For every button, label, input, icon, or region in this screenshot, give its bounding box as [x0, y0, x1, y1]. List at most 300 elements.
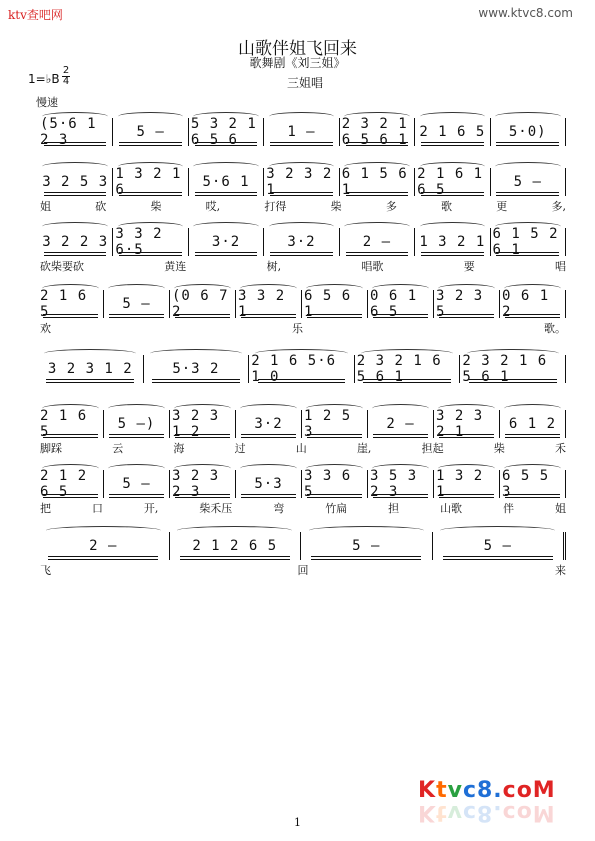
score-bar [38, 168, 113, 196]
score-bar [170, 532, 302, 560]
beam-line [421, 145, 484, 146]
beam-line [469, 379, 557, 380]
score-line [38, 470, 566, 498]
beam-line [48, 559, 158, 560]
beam-line [307, 437, 362, 438]
beam-line [373, 497, 428, 498]
beam-line [152, 382, 240, 383]
lyric-word: 多, [551, 200, 566, 213]
bar-notes: 5 — [352, 538, 381, 554]
bar-notes: 3 2 3 1 2 [47, 361, 133, 377]
lyric-word: 唱 [554, 260, 566, 273]
score-bar [113, 118, 188, 146]
bar-notes: 3·2 [287, 234, 316, 250]
slur-mark [118, 162, 184, 171]
beam-line [44, 252, 107, 253]
slur-mark [269, 222, 335, 231]
score-bar [415, 168, 490, 196]
score-bar [170, 290, 236, 318]
score-bar [113, 228, 188, 256]
score-bar [38, 470, 104, 498]
bar-notes: 3 2 5 3 [42, 174, 109, 190]
lyric-word: 海 [173, 442, 185, 455]
bar-notes: 1 3 2 1 6 [115, 166, 182, 198]
lyric-word: 更 [496, 200, 508, 213]
beam-line [109, 497, 164, 498]
bar-notes: 5 — [136, 124, 165, 140]
score-bar [434, 470, 500, 498]
lyric-line [40, 258, 566, 272]
score-bar [170, 410, 236, 438]
meter-bottom: 4 [62, 76, 70, 87]
slur-mark [344, 162, 410, 171]
beam-line [175, 434, 230, 435]
beam-line [44, 192, 107, 193]
beam-line [44, 195, 107, 196]
bar-notes: 6 5 5 3 [502, 468, 550, 500]
bar-notes: 5 — [122, 296, 151, 312]
beam-line [373, 494, 428, 495]
beam-line [195, 195, 258, 196]
score-bar [189, 118, 264, 146]
bar-notes: 6 5 6 1 [304, 288, 352, 320]
lyric-word: 飞 [40, 564, 51, 577]
bar-notes: 1 — [287, 124, 316, 140]
beam-line [421, 192, 484, 193]
beam-line [109, 317, 164, 318]
lyric-word: 柴 [330, 200, 342, 213]
lyric-word: 竹扁 [325, 502, 348, 515]
ktvc8-logo-reflection: Ktvc8.coM [418, 800, 556, 825]
site-name-left: ktv查吧网 [8, 8, 63, 22]
score-bar [189, 168, 264, 196]
bar-notes: 3 3 2 1 [238, 288, 286, 320]
page-number: 1 [294, 816, 301, 829]
lyric-word: 唱歌 [361, 260, 384, 273]
beam-line [439, 434, 494, 435]
lyric-word: 开, [143, 502, 159, 515]
beam-line [443, 559, 553, 560]
lyric-word: 弯 [273, 502, 285, 515]
bar-notes: 0 6 1 6 5 [370, 288, 418, 320]
song-title: 山歌伴姐飞回来 [238, 39, 357, 59]
bar-notes: 5 — [122, 476, 151, 492]
lyric-word: 伴 [503, 502, 514, 515]
slur-mark [193, 112, 259, 121]
beam-line [43, 434, 98, 435]
slur-mark [108, 464, 165, 473]
slur-mark [269, 112, 335, 121]
bar-notes: 1 3 2 1 [419, 234, 486, 250]
beam-line [346, 142, 409, 143]
bar-notes: 2 — [89, 538, 118, 554]
lyric-word: 山 [295, 442, 307, 455]
score-bar [415, 118, 490, 146]
slur-mark [504, 464, 561, 473]
slur-mark [46, 526, 161, 535]
slur-mark [42, 404, 99, 413]
lyric-word: 打得 [264, 200, 287, 213]
lyric-word: 姐 [40, 200, 51, 213]
bar-notes: (5·6 1 2 3 [40, 116, 97, 148]
score-bar [500, 470, 566, 498]
beam-line [195, 252, 258, 253]
slur-mark [240, 284, 297, 293]
lyric-word: 乐 [292, 322, 303, 335]
score-bar [38, 355, 144, 383]
slur-mark [118, 112, 184, 121]
bar-notes: 1 3 2 1 [436, 468, 484, 500]
score-bar [189, 228, 264, 256]
slur-mark [174, 284, 231, 293]
score-bar [434, 290, 500, 318]
beam-line [505, 497, 560, 498]
bar-notes: 5·3 2 [172, 361, 220, 377]
score-bar [355, 355, 461, 383]
lyric-line [40, 440, 566, 454]
lyric-word: 黄连 [164, 260, 187, 273]
bar-notes: 5·3 [254, 476, 283, 492]
score-bar [491, 228, 566, 256]
score-bar [491, 118, 566, 146]
score-line [38, 532, 566, 560]
slur-mark [306, 284, 363, 293]
bar-notes: 5 —) [117, 416, 156, 432]
beam-line [195, 255, 258, 256]
bar-notes: 3 2 3 2 1 [436, 408, 484, 440]
beam-line [363, 382, 451, 383]
score-line [38, 410, 566, 438]
bar-notes: 6 1 2 [508, 416, 557, 432]
lyric-line [40, 320, 566, 334]
song-subtitle: 歌舞剧《刘三姐》 [249, 56, 346, 70]
slur-mark [344, 112, 410, 121]
beam-line [119, 195, 182, 196]
bar-notes: 1 2 5 3 [304, 408, 352, 440]
beam-line [258, 379, 346, 380]
score-bar [433, 532, 567, 560]
score-bar [302, 470, 368, 498]
score-bar [38, 118, 113, 146]
bar-notes: 2 1 6 1 6 5 [417, 166, 484, 198]
score-bar [104, 470, 170, 498]
score-bar [368, 470, 434, 498]
slur-mark [420, 112, 486, 121]
beam-line [109, 434, 164, 435]
beam-line [43, 437, 98, 438]
slur-mark [372, 404, 429, 413]
slur-mark [344, 222, 410, 231]
beam-line [175, 494, 230, 495]
beam-line [195, 145, 258, 146]
beam-line [119, 142, 182, 143]
beam-line [307, 494, 362, 495]
slur-mark [438, 464, 495, 473]
singer-credit: 三姐唱 [287, 76, 324, 90]
bar-notes: 5·6 1 [202, 174, 250, 190]
bar-notes: 3 3 6 5 [304, 468, 352, 500]
lyric-word: 歌。 [544, 322, 566, 335]
slur-mark [240, 404, 297, 413]
bar-notes: 2 1 6 5 [40, 288, 88, 320]
slur-mark [255, 349, 347, 358]
bar-notes: 3 2 2 3 [42, 234, 109, 250]
bar-notes: 2 1 6 5 [419, 124, 486, 140]
lyric-word: 柴 [150, 200, 162, 213]
lyric-word: 柴禾压 [199, 502, 233, 515]
score-bar [144, 355, 250, 383]
bar-notes: 2 3 2 1 6 5 6 1 [356, 353, 442, 385]
score-bar [434, 410, 500, 438]
score-line [38, 118, 566, 146]
slur-mark [150, 349, 242, 358]
bar-notes: 3 5 3 2 3 [370, 468, 418, 500]
beam-line [496, 252, 559, 253]
lyric-word: 担 [388, 502, 400, 515]
score-bar [491, 168, 566, 196]
bar-notes: 3 2 3 2 3 [172, 468, 220, 500]
lyric-word: 哎, [205, 200, 221, 213]
beam-line [373, 434, 428, 435]
beam-line [439, 317, 494, 318]
ktvc8-logo: Ktvc8.coM [418, 778, 556, 803]
beam-line [119, 255, 182, 256]
beam-line [346, 255, 409, 256]
beam-line [43, 494, 98, 495]
bar-notes: 2 1 6 5·6 1 0 [251, 353, 337, 385]
beam-line [307, 317, 362, 318]
beam-line [439, 437, 494, 438]
lyric-word: 山歌 [440, 502, 463, 515]
slur-mark [440, 526, 555, 535]
beam-line [307, 434, 362, 435]
bar-notes: 5 — [513, 174, 542, 190]
beam-line [346, 252, 409, 253]
lyric-word: 过 [234, 442, 246, 455]
lyric-word: 多 [385, 200, 397, 213]
bar-notes: 5 3 2 1 6 5 6 [190, 116, 257, 148]
slur-mark [193, 222, 259, 231]
beam-line [496, 145, 559, 146]
slur-mark [240, 464, 297, 473]
slur-mark [372, 284, 429, 293]
beam-line [270, 255, 333, 256]
beam-line [505, 437, 560, 438]
beam-line [311, 559, 421, 560]
slur-mark [306, 464, 363, 473]
score-line [38, 290, 566, 318]
beam-line [307, 314, 362, 315]
score-bar [340, 118, 415, 146]
bar-notes: 3 2 3 5 [436, 288, 484, 320]
key-signature: 1=♭B [28, 72, 60, 86]
beam-line [175, 317, 230, 318]
slur-mark [504, 284, 561, 293]
score-bar [38, 290, 104, 318]
beam-line [346, 145, 409, 146]
bar-notes: 2 — [362, 234, 392, 250]
beam-line [373, 437, 428, 438]
beam-line [180, 556, 290, 557]
score-bar [264, 228, 339, 256]
beam-line [152, 379, 240, 380]
slur-mark [420, 222, 486, 231]
beam-line [307, 497, 362, 498]
lyric-word: 脚踩 [40, 442, 62, 455]
score-bar [236, 410, 302, 438]
beam-line [44, 142, 107, 143]
beam-line [496, 255, 559, 256]
bar-notes: 2 3 2 1 6 5 6 1 [341, 116, 408, 148]
bar-notes: 2 3 2 1 6 5 6 1 [462, 353, 548, 385]
site-url-right: www.ktvc8.com [478, 6, 573, 20]
beam-line [439, 314, 494, 315]
score-bar [104, 410, 170, 438]
slur-mark [438, 404, 495, 413]
beam-line [43, 314, 98, 315]
beam-line [241, 317, 296, 318]
beam-line [439, 497, 494, 498]
beam-line [119, 145, 182, 146]
beam-line [421, 142, 484, 143]
score-bar [38, 228, 113, 256]
beam-line [180, 559, 290, 560]
slur-mark [177, 526, 292, 535]
beam-line [241, 494, 296, 495]
beam-line [48, 556, 158, 557]
slur-mark [44, 349, 136, 358]
beam-line [346, 195, 409, 196]
slur-mark [438, 284, 495, 293]
beam-line [373, 317, 428, 318]
slur-mark [306, 404, 363, 413]
slur-mark [504, 404, 561, 413]
lyric-line [40, 500, 566, 514]
score-bar [340, 228, 415, 256]
lyric-word: 歌 [441, 200, 453, 213]
bar-notes: 2 — [386, 416, 415, 432]
slur-mark [108, 284, 165, 293]
slur-mark [42, 284, 99, 293]
slur-mark [174, 464, 231, 473]
beam-line [496, 142, 559, 143]
beam-line [373, 314, 428, 315]
score-bar [500, 410, 566, 438]
beam-line [505, 434, 560, 435]
score-bar [236, 290, 302, 318]
score-bar [415, 228, 490, 256]
slur-mark [174, 404, 231, 413]
beam-line [270, 252, 333, 253]
lyric-word: 担起 [421, 442, 444, 455]
lyric-word: 云 [112, 442, 124, 455]
beam-line [443, 556, 553, 557]
score-bar [500, 290, 566, 318]
score-bar [302, 290, 368, 318]
lyric-word: 禾 [555, 442, 566, 455]
score-line [38, 355, 566, 383]
slur-mark [42, 222, 108, 231]
bar-notes: (0 6 7 2 [172, 288, 229, 320]
beam-line [109, 494, 164, 495]
beam-line [119, 192, 182, 193]
beam-line [109, 314, 164, 315]
bar-notes: 0 6 1 2 [502, 288, 550, 320]
slur-mark [42, 464, 99, 473]
bar-notes: 2 1 6 5 [40, 408, 88, 440]
beam-line [496, 192, 559, 193]
score-bar [38, 532, 170, 560]
slur-mark [42, 162, 108, 171]
beam-line [363, 379, 451, 380]
beam-line [46, 382, 134, 383]
bar-notes: 6 1 5 2 6 1 [492, 226, 559, 258]
lyric-word: 要 [463, 260, 475, 273]
bar-notes: 3 2 3 1 2 [172, 408, 220, 440]
score-bar [368, 290, 434, 318]
slur-mark [309, 526, 424, 535]
beam-line [44, 145, 107, 146]
score-bar [340, 168, 415, 196]
bar-notes: 3 2 3 2 1 [266, 166, 333, 198]
beam-line [505, 494, 560, 495]
beam-line [270, 195, 333, 196]
beam-line [311, 556, 421, 557]
beam-line [346, 192, 409, 193]
slur-mark [495, 112, 561, 121]
lyric-word: 姐 [554, 502, 566, 515]
lyric-word: 把 [40, 502, 51, 515]
score-bar [368, 410, 434, 438]
bar-notes: 6 1 5 6 1 [341, 166, 408, 198]
beam-line [175, 437, 230, 438]
beam-line [241, 434, 296, 435]
bar-notes: 3·2 [254, 416, 283, 432]
lyric-word: 柴 [493, 442, 505, 455]
beam-line [439, 494, 494, 495]
beam-line [469, 382, 557, 383]
lyric-word: 口 [91, 502, 103, 515]
beam-line [175, 497, 230, 498]
beam-line [505, 317, 560, 318]
score-bar [302, 410, 368, 438]
lyric-word: 来 [555, 564, 566, 577]
slur-mark [108, 404, 165, 413]
score-bar [104, 290, 170, 318]
beam-line [421, 252, 484, 253]
beam-line [421, 255, 484, 256]
score-bar [249, 355, 355, 383]
lyric-word: 欢 [40, 322, 51, 335]
slur-mark [42, 112, 108, 121]
beam-line [43, 497, 98, 498]
slur-mark [495, 222, 561, 231]
beam-line [270, 142, 333, 143]
bar-notes: 2 1 2 6 5 [40, 468, 88, 500]
bar-notes: 2 1 2 6 5 [192, 538, 278, 554]
beam-line [421, 195, 484, 196]
score-bar [38, 410, 104, 438]
beam-line [241, 497, 296, 498]
slur-mark [361, 349, 453, 358]
slur-mark [269, 162, 335, 171]
score-bar [301, 532, 433, 560]
score-bar [264, 118, 339, 146]
beam-line [44, 255, 107, 256]
lyric-word: 回 [297, 564, 309, 577]
bar-notes: 5·0) [508, 124, 547, 140]
beam-line [241, 314, 296, 315]
